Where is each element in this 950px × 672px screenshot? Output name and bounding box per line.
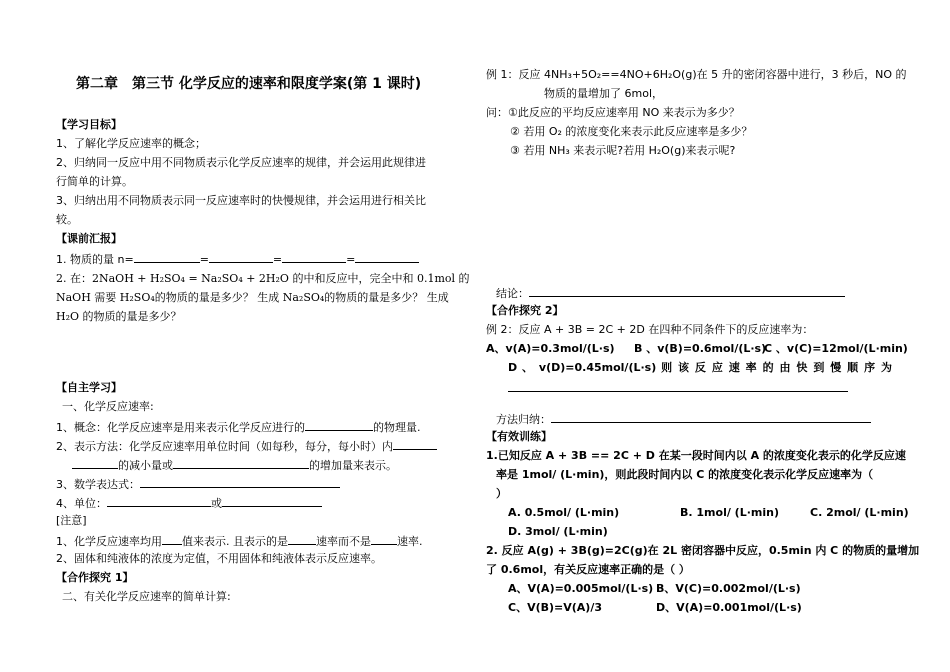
- training-1-option-b: B. 1mol/ (L·min): [680, 506, 779, 519]
- self-study-item-2: [56, 438, 437, 454]
- example-1-question-2: ② 若用 O₂ 的浓度变化来表示此反应速率是多少？: [510, 125, 753, 138]
- conclusion-label: 结论：: [496, 287, 529, 300]
- item-1-text: 1、概念：化学反应速率是用来表示化学反应进行的: [56, 421, 305, 434]
- blank-order[interactable]: [508, 380, 848, 392]
- example-2: 例 2：反应 A + 3B = 2C + 2D 在四种不同条件下的反应速率为：: [486, 323, 814, 336]
- training-1-options: [508, 506, 909, 520]
- training-1-option-d: D. 3mol/ (L·min): [508, 525, 608, 538]
- blank-instant[interactable]: [371, 533, 397, 545]
- item-1-suffix: 的物理量.: [373, 421, 421, 434]
- example-2-option-d: D 、 v(D)=0.45mol/(L·s) 则 该 反 应 速 率 的 由 快 到 慢 顺 序 为: [508, 361, 892, 374]
- item-3-text: 3、数学表达式：: [56, 478, 140, 491]
- training-1-option-c: C. 2mol/ (L·min): [810, 506, 909, 519]
- example-2-option-c: C 、v(C)=12mol/(L·min): [764, 342, 908, 355]
- report-item-2-line-1: 2. 在：2NaOH + H₂SO₄ = Na₂SO₄ + 2H₂O 的中和反应中，完全中和 0.1mol 的: [56, 272, 470, 285]
- training-1-line-2: 率是 1mol/ (L·min)，则此段时间内以 C 的浓度变化表示化学反应速率为（: [496, 468, 874, 481]
- item-2-mid: 的减小量或: [118, 459, 173, 472]
- goal-1: 1、了解化学反应速率的概念；: [56, 137, 206, 150]
- item-4-text: 4、单位：: [56, 497, 107, 510]
- blank-3[interactable]: [282, 251, 346, 263]
- conclusion: [496, 285, 845, 301]
- report-header: 【课前汇报】: [56, 232, 122, 245]
- training-2-options-row-1: [508, 582, 801, 596]
- example-1-line-1: 例 1：反应 4NH₃+5O₂==4NO+6H₂O(g)在 5 升的密闭容器中进行，3 秒后，NO 的: [486, 68, 907, 81]
- page-title: 第二章 第三节 化学反应的速率和限度学案(第 1 课时): [76, 76, 422, 92]
- example-2-answer-line: [508, 380, 848, 396]
- coop-2-header: 【合作探究 2】: [486, 304, 564, 317]
- training-2-option-d: D、V(A)=0.001mol/(L·s): [656, 601, 802, 614]
- item-4-or: 或: [211, 497, 222, 510]
- training-header: 【有效训练】: [486, 430, 552, 443]
- coop-1-header: 【合作探究 1】: [56, 571, 134, 584]
- blank-unit-1[interactable]: [107, 495, 211, 507]
- note-1-d: 速率.: [397, 535, 423, 548]
- training-2-line-2: 了 0.6mol，有关反应速率正确的是（ ）: [486, 563, 690, 576]
- blank-product[interactable]: [173, 457, 309, 469]
- example-2-option-b: B 、v(B)=0.6mol/(L·s): [634, 342, 767, 355]
- goal-3-line-2: 较。: [56, 213, 78, 226]
- training-2-line-1: 2. 反应 A(g) + 3B(g)=2C(g)在 2L 密闭容器中反应，0.5min 内 C 的物质的量增加: [486, 544, 920, 557]
- goal-2-line-2: 行简单的计算。: [56, 175, 133, 188]
- example-2-option-a: A、v(A)=0.3mol/(L·s): [486, 342, 615, 355]
- training-1-line-1: 1.已知反应 A + 3B == 2C + D 在某一段时间内以 A 的浓度变化表示的化学反应速: [486, 449, 906, 462]
- training-1-option-a: A. 0.5mol/ (L·min): [508, 506, 620, 519]
- training-2-option-c: C、V(B)=V(A)/3: [508, 601, 602, 614]
- blank-unit-2[interactable]: [222, 495, 322, 507]
- example-1-line-2: 物质的量增加了 6mol，: [544, 87, 663, 100]
- item-2-text: 2、表示方法：化学反应速率用单位时间（如每秒，每分，每小时）内: [56, 440, 393, 453]
- blank-conclusion[interactable]: [529, 285, 845, 297]
- training-2-options-row-2: [508, 601, 802, 615]
- note-1: [56, 533, 423, 549]
- self-study-header: 【自主学习】: [56, 381, 122, 394]
- self-study-item-4: [56, 495, 322, 511]
- coop-1-subtitle: 二、有关化学反应速率的简单计算:: [62, 590, 231, 603]
- note-1-a: 1、化学反应速率均用: [56, 535, 162, 548]
- note-1-c: 速率而不是: [316, 535, 371, 548]
- blank-average[interactable]: [288, 533, 316, 545]
- self-study-item-2-cont: [56, 457, 397, 473]
- goal-3-line-1: 3、归纳出用不同物质表示同一反应速率时的快慢规律，并会运用进行相关比: [56, 194, 426, 207]
- example-1-question-3: ③ 若用 NH₃ 来表示呢?若用 H₂O(g)来表示呢?: [510, 144, 736, 157]
- blank-positive[interactable]: [162, 533, 182, 545]
- note-header: [注意]: [56, 514, 87, 527]
- example-1-question-1: 问：①此反应的平均反应速率用 NO 来表示为多少？: [486, 106, 740, 119]
- report-item-2-line-2: NaOH 需要 H₂SO₄的物质的量是多少？ 生成 Na₂SO₄的物质的量是多少？ 生成: [56, 291, 449, 304]
- item-2-end: 的增加量来表示。: [309, 459, 397, 472]
- method-label: 方法归纳：: [496, 413, 551, 426]
- blank-2[interactable]: [209, 251, 273, 263]
- note-2: 2、固体和纯液体的浓度为定值，不用固体和纯液体表示反应速率。: [56, 552, 382, 565]
- self-study-item-1: [56, 419, 421, 435]
- blank-1[interactable]: [134, 251, 200, 263]
- blank-method[interactable]: [551, 411, 871, 423]
- report-item-2-line-3: H₂O 的物质的量是多少？: [56, 310, 182, 323]
- example-2-options: [486, 342, 908, 356]
- blank-formula[interactable]: [140, 476, 340, 488]
- blank-concept[interactable]: [305, 419, 373, 431]
- goals-header: 【学习目标】: [56, 118, 122, 131]
- note-1-b: 值来表示. 且表示的是: [182, 535, 288, 548]
- report-item-1-label: 1. 物质的量 n=: [56, 253, 134, 266]
- training-2-option-b: B、V(C)=0.002mol/(L·s): [656, 582, 801, 595]
- blank-4[interactable]: [355, 251, 419, 263]
- training-2-option-a: A、V(A)=0.005mol/(L·s): [508, 582, 654, 595]
- self-study-item-3: [56, 476, 340, 492]
- training-1-line-3: ）: [496, 487, 507, 500]
- blank-time-unit[interactable]: [393, 438, 437, 450]
- method-summary: [496, 411, 871, 427]
- self-study-subtitle: 一、化学反应速率:: [62, 400, 154, 413]
- goal-2-line-1: 2、归纳同一反应中用不同物质表示化学反应速率的规律，并会运用此规律进: [56, 156, 426, 169]
- blank-reactant[interactable]: [72, 457, 118, 469]
- report-item-1: 1. 物质的量 n= = = =: [56, 251, 419, 267]
